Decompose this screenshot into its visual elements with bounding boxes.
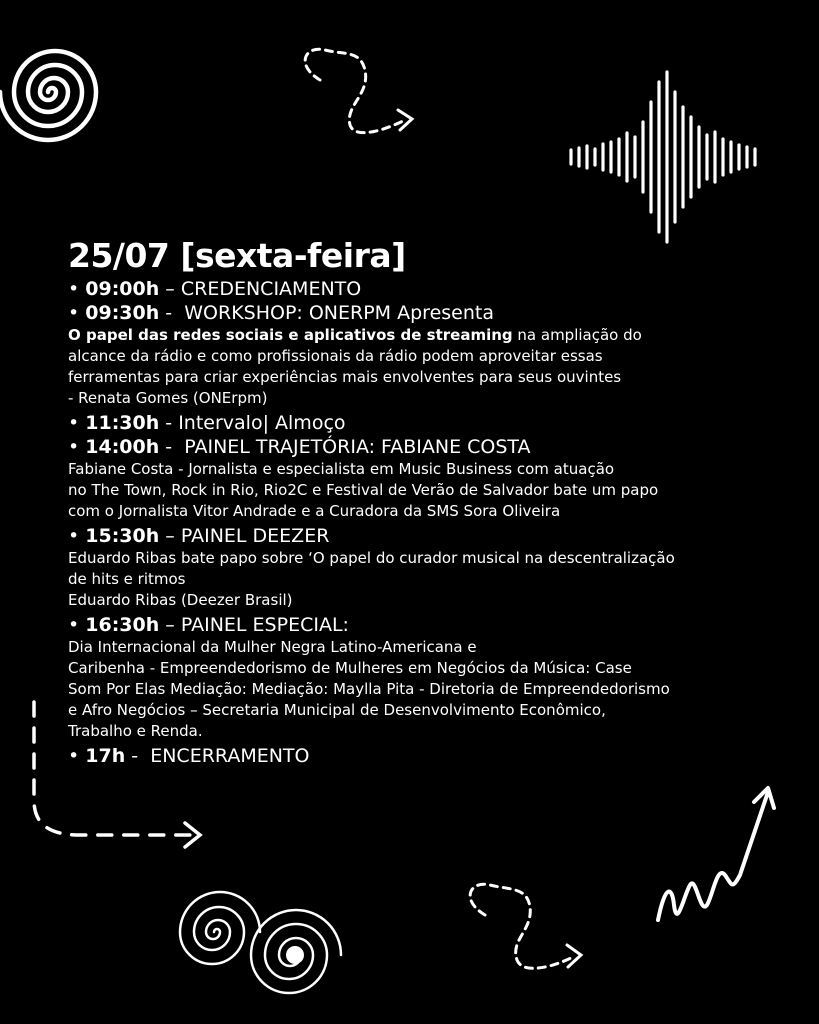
schedule-label: PAINEL ESPECIAL: (180, 614, 349, 636)
description-line: - Renata Gomes (ONErpm) (68, 389, 268, 407)
schedule-description (68, 637, 768, 742)
schedule-list (68, 277, 768, 768)
schedule-separator: – (159, 525, 181, 547)
schedule-time: 09:00h (85, 278, 160, 300)
description-line: Caribenha - Empreendedorismo de Mulheres em Negócios da Música: Case (68, 659, 632, 677)
description-line: Som Por Elas Mediação: Mediação: Maylla Pita - Diretoria de Empreendedorismo (68, 680, 670, 698)
description-text: na ampliação do (512, 326, 642, 344)
bullet-icon: • (68, 614, 86, 636)
bullet-icon: • (68, 302, 86, 324)
dashed-squiggle-arrow-icon (455, 875, 600, 990)
schedule-item (68, 613, 768, 637)
description-line: de hits e ritmos (68, 570, 186, 588)
double-spiral-icon (165, 870, 365, 1020)
schedule-label: PAINEL TRAJETÓRIA: FABIANE COSTA (184, 436, 531, 458)
schedule-separator: - (159, 436, 185, 458)
schedule-time: 14:00h (85, 436, 160, 458)
bullet-icon: • (68, 436, 86, 458)
schedule-item (68, 435, 768, 459)
schedule-time: 17h (85, 745, 126, 767)
schedule-time: 16:30h (85, 614, 160, 636)
schedule-description (68, 548, 768, 611)
schedule-description (68, 325, 768, 409)
schedule-item (68, 411, 768, 435)
schedule-label: ENCERRAMENTO (150, 745, 310, 767)
description-line: e Afro Negócios – Secretaria Municipal de Desenvolvimento Econômico, (68, 701, 606, 719)
schedule-time: 11:30h (85, 412, 160, 434)
description-line: Trabalho e Renda. (68, 722, 203, 740)
schedule-description (68, 459, 768, 522)
description-line: ferramentas para criar experiências mais envolventes para seus ouvintes (68, 368, 622, 386)
bullet-icon: • (68, 278, 86, 300)
description-line: no The Town, Rock in Rio, Rio2C e Festival de Verão de Salvador bate um papo (68, 481, 659, 499)
schedule-label: PAINEL DEEZER (180, 525, 330, 547)
description-line: Eduardo Ribas (Deezer Brasil) (68, 591, 293, 609)
description-line: alcance da rádio e como profissionais da rádio podem aproveitar essas (68, 347, 603, 365)
bullet-icon: • (68, 745, 86, 767)
schedule-time: 09:30h (85, 302, 160, 324)
schedule-label: WORKSHOP: ONERPM Apresenta (184, 302, 494, 324)
zigzag-arrow-icon (650, 780, 780, 940)
description-line: com o Jornalista Vitor Andrade e a Curadora da SMS Sora Oliveira (68, 502, 561, 520)
description-line: Fabiane Costa - Jornalista e especialista em Music Business com atuação (68, 460, 615, 478)
description-line: Eduardo Ribas bate papo sobre ‘O papel do curador musical na descentralização (68, 549, 675, 567)
schedule-separator: - (159, 412, 179, 434)
description-line: Dia Internacional da Mulher Negra Latino-Americana e (68, 638, 477, 656)
schedule-item (68, 524, 768, 548)
schedule-time: 15:30h (85, 525, 160, 547)
spiral-icon (0, 20, 120, 160)
schedule-item (68, 277, 768, 301)
dashed-squiggle-arrow-icon (290, 40, 430, 150)
sound-wave-icon (566, 70, 761, 245)
schedule-separator: – (159, 278, 181, 300)
schedule-separator: – (159, 614, 181, 636)
description-highlight: O papel das redes sociais e aplicativos de streaming (68, 326, 513, 344)
bullet-icon: • (68, 412, 86, 434)
schedule-label: CREDENCIAMENTO (180, 278, 362, 300)
bullet-icon: • (68, 525, 86, 547)
schedule-separator: - (159, 302, 185, 324)
page-title: 25/07 [sexta-feira] (68, 236, 406, 275)
schedule-item (68, 744, 768, 768)
schedule-item (68, 301, 768, 325)
schedule-separator: - (125, 745, 151, 767)
schedule (68, 236, 768, 768)
schedule-label: Intervalo| Almoço (178, 412, 346, 434)
